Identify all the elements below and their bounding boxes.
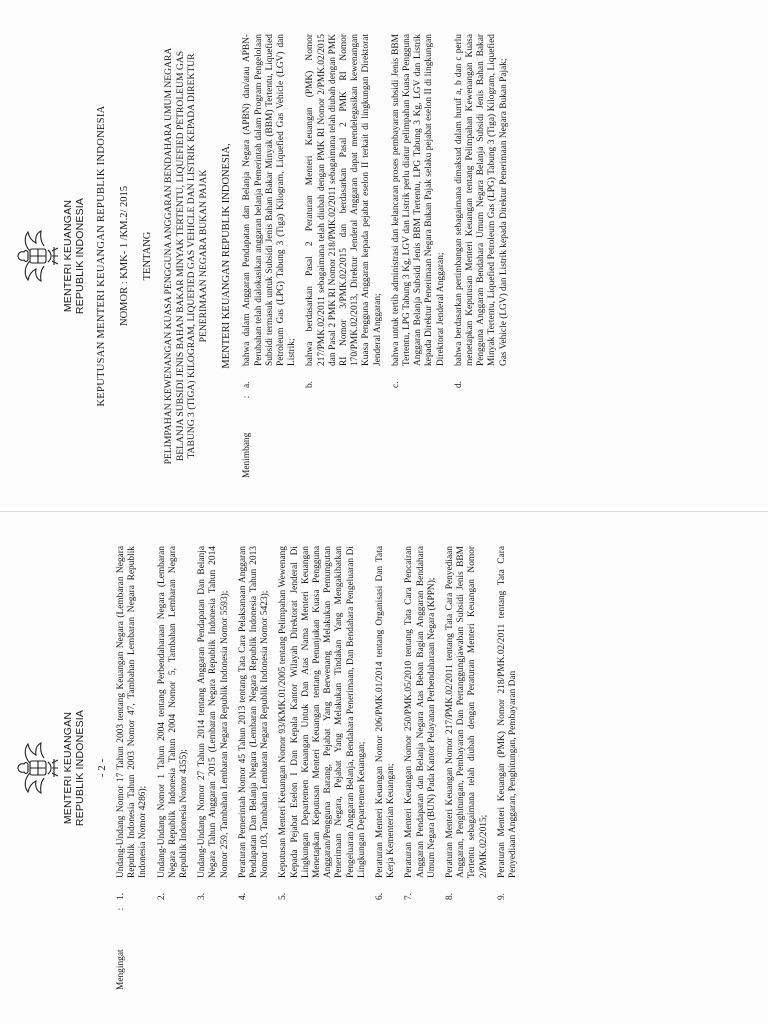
item-text: Undang-Undang Nomor 17 Tahun 2003 tentang Keuangan Negara (Lembaran Negara Republik Indonesia Tahun 2003 Nomor 47, Tambahan Lembaran Negara Republik Indonesia Nomor 4286); [116,546,149,878]
mengingat-section [116,546,526,990]
section-colon: : [242,395,253,399]
item-text: Peraturan Menteri Keuangan Nomor 217/PMK.02/2011 tentang Tata Cara Penyediaan Anggaran, Penghitungan, Pembayaran Dan Pertanggungjawaban Subsidi Jenis BBM Tertentu sebagaimana telah diubah dengan Peraturan Menteri Keuangan Nomor 2/PMK.02/2015; [445,546,489,878]
garuda-emblem-icon [14,741,60,795]
item-text: Peraturan Pemerintah Nomor 45 Tahun 2013 tentang Tata Cara Pelaksanaan Anggaran Pendapatan Dan Belanja Negara (Lembaran Negara Republik Indonesia Tahun 2013 Nomor 103, Tambahan Lembaran Negara Republik Indonesia Nomor 5423); [237,546,271,878]
list-item [278,546,368,900]
item-marker: a. [242,381,253,388]
list-item [305,34,383,388]
item-marker: 8. [445,892,456,900]
item-marker: 7. [404,892,415,900]
page-1-letterhead [14,34,153,478]
item-text: Peraturan Menteri Keuangan Nomor 206/PMK.01/2014 tentang Organisasi Dan Tata Kerja Kementerian Keuangan; [375,546,397,878]
item-marker: 1. [116,892,126,900]
item-marker: 6. [375,892,386,900]
item-marker: 4. [237,892,248,900]
list-item [197,546,231,900]
page-2-letterhead [14,546,86,990]
legal-basis-list [116,546,526,900]
item-text: Peraturan Menteri Keuangan (PMK) Nomor 218/PMK.02/2011 tentang Tata Cara Penyediaan Anggaran, Penghitungan, Pembayaran Dan [496,546,519,878]
menimbang-section [242,34,516,478]
decree-subject: PELIMPAHAN KEWENANGAN KUASA PENGGUNA ANGGARAN BENDAHARA UMUM NEGARA BELANJA SUBSIDI JENIS BAHAN BAKAR MINYAK TERTENTU, LIQUEFIED PETROLEUM GAS TABUNG 3 (TIGA) KILOGRAM, LIQUEFIED GAS VEHICLE DAN LISTRIK KEPADA DIREKTUR PENERIMAAN NEGARA BUKAN PAJAK [163,47,209,465]
page-2-content [0,512,768,1024]
tentang-heading: TENTANG [142,231,153,281]
list-item [404,546,438,900]
ministry-name-line-2: REPUBLIK INDONESIA [74,197,86,315]
item-marker: d. [453,380,464,388]
item-text: bahwa untuk tertib administrasi dan kelancaran proses pembayaran subsidi Jenis BBM Tertentu, LPG Tabung 3 Kg, LGV dan Listrik perlu diatur pelimpahan Kuasa Pengguna Anggaran Belanja Subsidi Jenis BBM Tertentu, LPG Tabung 3 Kg, LGV dan Listrik kepada Direktur Penerimaan Negara Bukan Pajak selaku pejabat eselon II di lingkungan Direktorat Jenderal Anggaran; [390,34,446,366]
decree-number: NOMOR : KMK- 1 /KM.2/ 2015 [119,186,130,327]
item-marker: 3. [197,892,208,900]
considerations-list [242,34,516,388]
list-item [445,546,490,900]
item-text: bahwa berdasarkan Pasal 2 Peraturan Menteri Keuangan (PMK) Nomor 217/PMK.02/2011 sebagaimana telah diubah dengan PMK RI Nomor 2/PMK.02/2015 dan Pasal 2 PMK RI Nomor 218/PMK.02/2011 sebagaimana telah diubah dengan PMK RI Nomor 3/PMK.02/2015 dan berdasarkan Pasal 2 PMK RI Nomor 170/PMK.02/2013, Direktur Jenderal Anggaran dapat mendelegasikan kewenangan Kuasa Pengguna Anggaran kepada pejabat eselon II terkait di lingkungan Direktorat Jenderal Anggaran; [305,34,383,366]
list-item [391,34,447,388]
item-text: bahwa berdasarkan pertimbangan sebagaimana dimaksud dalam huruf a, b dan c perlu menetapkan Keputusan Menteri Keuangan tentang Pelimpahan Kewenangan Kuasa Pengguna Anggaran Bendahara Umum Negara Belanja Subsidi Jenis Bahan Bakar Minyak Tertentu, Liquefied Petroleum Gas (LPG) Tabung 3 (Tiga) Kilogram, Liquefied Gas Vehicle (LGV) dan Listrik kepada Direktur Penerimaan Negara Bukan Pajak; [453,34,509,366]
item-marker: b. [305,380,316,388]
ministry-name-line-1: MENTERI KEUANGAN [62,199,74,313]
decree-title: KEPUTUSAN MENTERI KEUANGAN REPUBLIK INDONESIA [96,105,107,407]
item-text: Peraturan Menteri Keuangan Nomor 250/PMK.05/2010 tentang Tata Cara Pencairan Anggaran Pendapatan dan Belanja Negara Atas Beban Bagian Anggaran Bendahara Umum Negara (BUN) Pada Kantor Pelayanan Perbendaharaan Negara (KPPN); [404,546,437,878]
item-marker: 2. [156,892,167,900]
list-item [116,546,150,900]
item-text: Keputusan Menteri Keuangan Nomor 93/KMK.01/2005 tentang Pelimpahan Wewenang Kepada Pejabat Eselon I Dan Kepala Kantor Wilayah Direktorat Jenderal Di Lingkungan Departemen Keuangan Untuk Dan Atas Nama Menteri Keuangan Menetapkan Keputusan Menteri Keuangan tentang Penunjukan Kuasa Pengguna Anggaran/Pengguna Barang, Pejabat Yang Berwenang Melakukan Pemungutan Penerimaan Negara, Pejabat Yang Melakukan Tindakan Yang Mengakibatkan Pengeluaran Anggaran Belanja, Bendahara Penerimaan, Dan Bendahara Pengeluaran Di Lingkungan Departemen Keuangan; [278,546,367,878]
ministry-name-line-2: REPUBLIK INDONESIA [74,709,86,827]
list-item [238,546,272,900]
section-label: Menimbang [242,432,253,478]
minister-heading: MENTERI KEUANGAN REPUBLIK INDONESIA, [221,143,233,369]
page-number: - 2 - [96,758,108,778]
garuda-emblem-icon [14,229,60,283]
section-colon: : [116,907,126,911]
list-item [454,34,510,388]
ministry-name-line-1: MENTERI KEUANGAN [62,711,74,825]
list-item [157,546,191,900]
section-label: Mengingat [116,949,126,990]
item-text: Undang-Undang Nomor 1 Tahun 2004 tentang Perbendaharaan Negara (Lembaran Negara Republik Indonesia Tahun 2004 Nomor 5, Tambahan Lembaran Negara Republik Indonesia Nomor 4355); [156,546,190,878]
list-item [497,546,519,900]
item-text: bahwa dalam Anggaran Pendapatan dan Belanja Negara (APBN) dan/atau APBN-Perubahan telah dialokasikan anggaran belanja Pemerintah dalam Program Pengelolaan Subsidi termasuk untuk Subsidi Jenis Bahan Bakar Minyak (BBM) Tertentu, Liquefied Petroleum Gas (LPG) Tabung 3 (Tiga) Kilogram, Liquefied Gas Vehicle (LGV) dan Listrik; [242,34,298,366]
list-item [375,546,397,900]
decree-page-2 [0,512,768,1024]
item-marker: 5. [278,892,289,900]
item-text: Undang-Undang Nomor 27 Tahun 2014 tentang Anggaran Pendapatan Dan Belanja Negara Tahun Anggaran 2015 (Lembaran Negara Republik Indonesia Tahun 2014 Nomor 259, Tambahan Lembaran Negara Republik Indonesia Nomor 5593); [197,546,230,878]
item-marker: 9. [496,892,507,900]
list-item [242,34,298,388]
item-marker: c. [390,381,401,388]
